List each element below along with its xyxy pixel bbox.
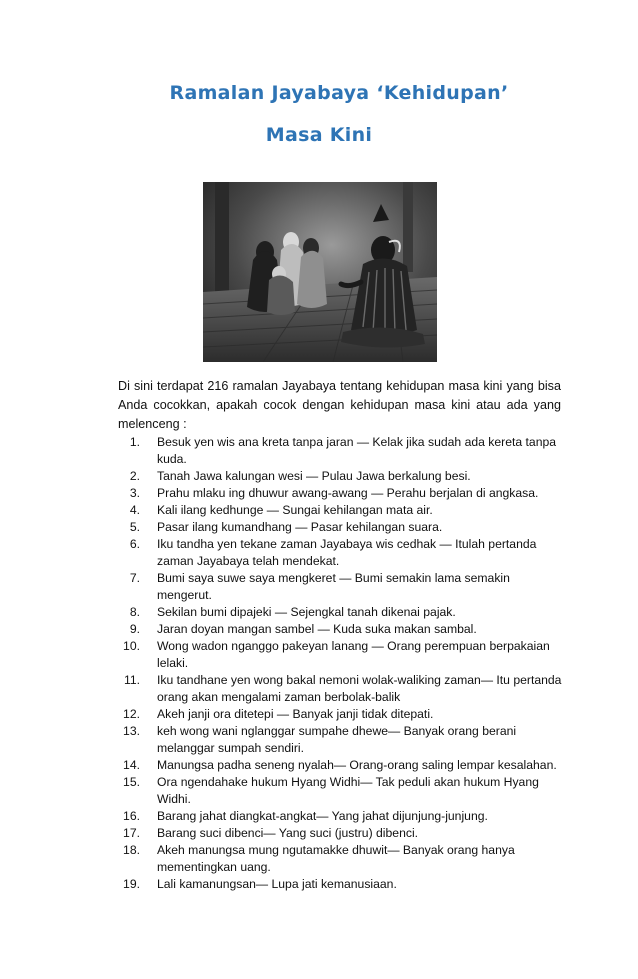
list-item-text: Kali ilang kedhunge — Sungai kehilangan mata air. [157,503,433,517]
list-item-number: 15. [123,775,140,789]
list-item-number: 11. [123,673,140,687]
list-item-number: 1. [129,435,140,449]
list-item-text: Tanah Jawa kalungan wesi — Pulau Jawa berkalung besi. [157,469,471,483]
list-item-text: Wong wadon nganggo pakeyan lanang — Orang perempuan berpakaian lelaki. [157,639,550,670]
list-item-text: keh wong wani nglanggar sumpahe dhewe— Banyak orang berani melanggar sumpah sendiri. [157,724,517,755]
list-item [118,485,568,502]
list-item-number: 9. [129,622,140,636]
list-item-number: 5. [129,520,140,534]
list-item [118,519,568,536]
list-item [118,638,568,672]
list-item [118,774,568,808]
wayang-puppets-illustration [203,182,437,362]
list-item [118,825,568,842]
list-item [118,808,568,825]
intro-paragraph: Di sini terdapat 216 ramalan Jayabaya tentang kehidupan masa kini yang bisa Anda cocokkan, apakah cocok dengan kehidupan masa kini atau ada yang melenceng : [118,379,561,431]
list-item-text: Ora ngendahake hukum Hyang Widhi— Tak peduli akan hukum Hyang Widhi. [157,775,539,806]
list-item [118,757,568,774]
list-item-text: Pasar ilang kumandhang — Pasar kehilangan suara. [157,520,443,534]
list-item-number: 6. [129,537,140,551]
list-item [118,842,568,876]
list-item [118,468,568,485]
list-item-number: 2. [129,469,140,483]
list-item-number: 13. [123,724,140,738]
list-item-text: Iku tandha yen tekane zaman Jayabaya wis cedhak — Itulah pertanda zaman Jayabaya telah mendekat. [157,537,537,568]
list-item-text: Akeh janji ora ditetepi — Banyak janji tidak ditepati. [157,707,434,721]
list-item-text: Prahu mlaku ing dhuwur awang-awang — Perahu berjalan di angkasa. [157,486,539,500]
list-item-number: 16. [123,809,140,823]
list-item-text: Barang suci dibenci— Yang suci (justru) dibenci. [157,826,419,840]
title-line-2: Masa Kini [265,124,373,146]
list-item-text: Bumi saya suwe saya mengkeret — Bumi semakin lama semakin mengerut. [157,571,510,602]
list-item [118,672,568,706]
list-item-number: 17. [123,826,140,840]
list-item [118,604,568,621]
prophecy-list [118,434,568,893]
title-line-1: Ramalan Jayabaya ‘Kehidupan’ [169,82,509,104]
list-item-number: 19. [123,877,140,891]
list-item-number: 8. [129,605,140,619]
list-item [118,706,568,723]
list-item-text: Besuk yen wis ana kreta tanpa jaran — Kelak jika sudah ada kereta tanpa kuda. [157,435,557,466]
list-item-text: Sekilan bumi dipajeki — Sejengkal tanah dikenai pajak. [157,605,456,619]
list-item-number: 4. [129,503,140,517]
list-item [118,434,568,468]
list-item-text: Akeh manungsa mung ngutamakke dhuwit— Banyak orang hanya mementingkan uang. [157,843,515,874]
list-item-text: Barang jahat diangkat-angkat— Yang jahat dijunjung-junjung. [157,809,488,823]
list-item-text: Lali kamanungsan— Lupa jati kemanusiaan. [157,877,397,891]
list-item-text: Manungsa padha seneng nyalah— Orang-orang saling lempar kesalahan. [157,758,557,772]
list-item-number: 18. [123,843,140,857]
list-item-number: 10. [123,639,140,653]
list-item [118,723,568,757]
list-item [118,536,568,570]
list-item-number: 3. [129,486,140,500]
list-item [118,570,568,604]
list-item-text: Jaran doyan mangan sambel — Kuda suka makan sambal. [157,622,477,636]
list-item-number: 12. [123,707,140,721]
list-item [118,876,568,893]
list-item-number: 7. [129,571,140,585]
list-item-text: Iku tandhane yen wong bakal nemoni wolak-waliking zaman— Itu pertanda orang akan mengalami zaman berbolak-balik [157,673,562,704]
list-item [118,621,568,638]
list-item-number: 14. [123,758,140,772]
list-item [118,502,568,519]
